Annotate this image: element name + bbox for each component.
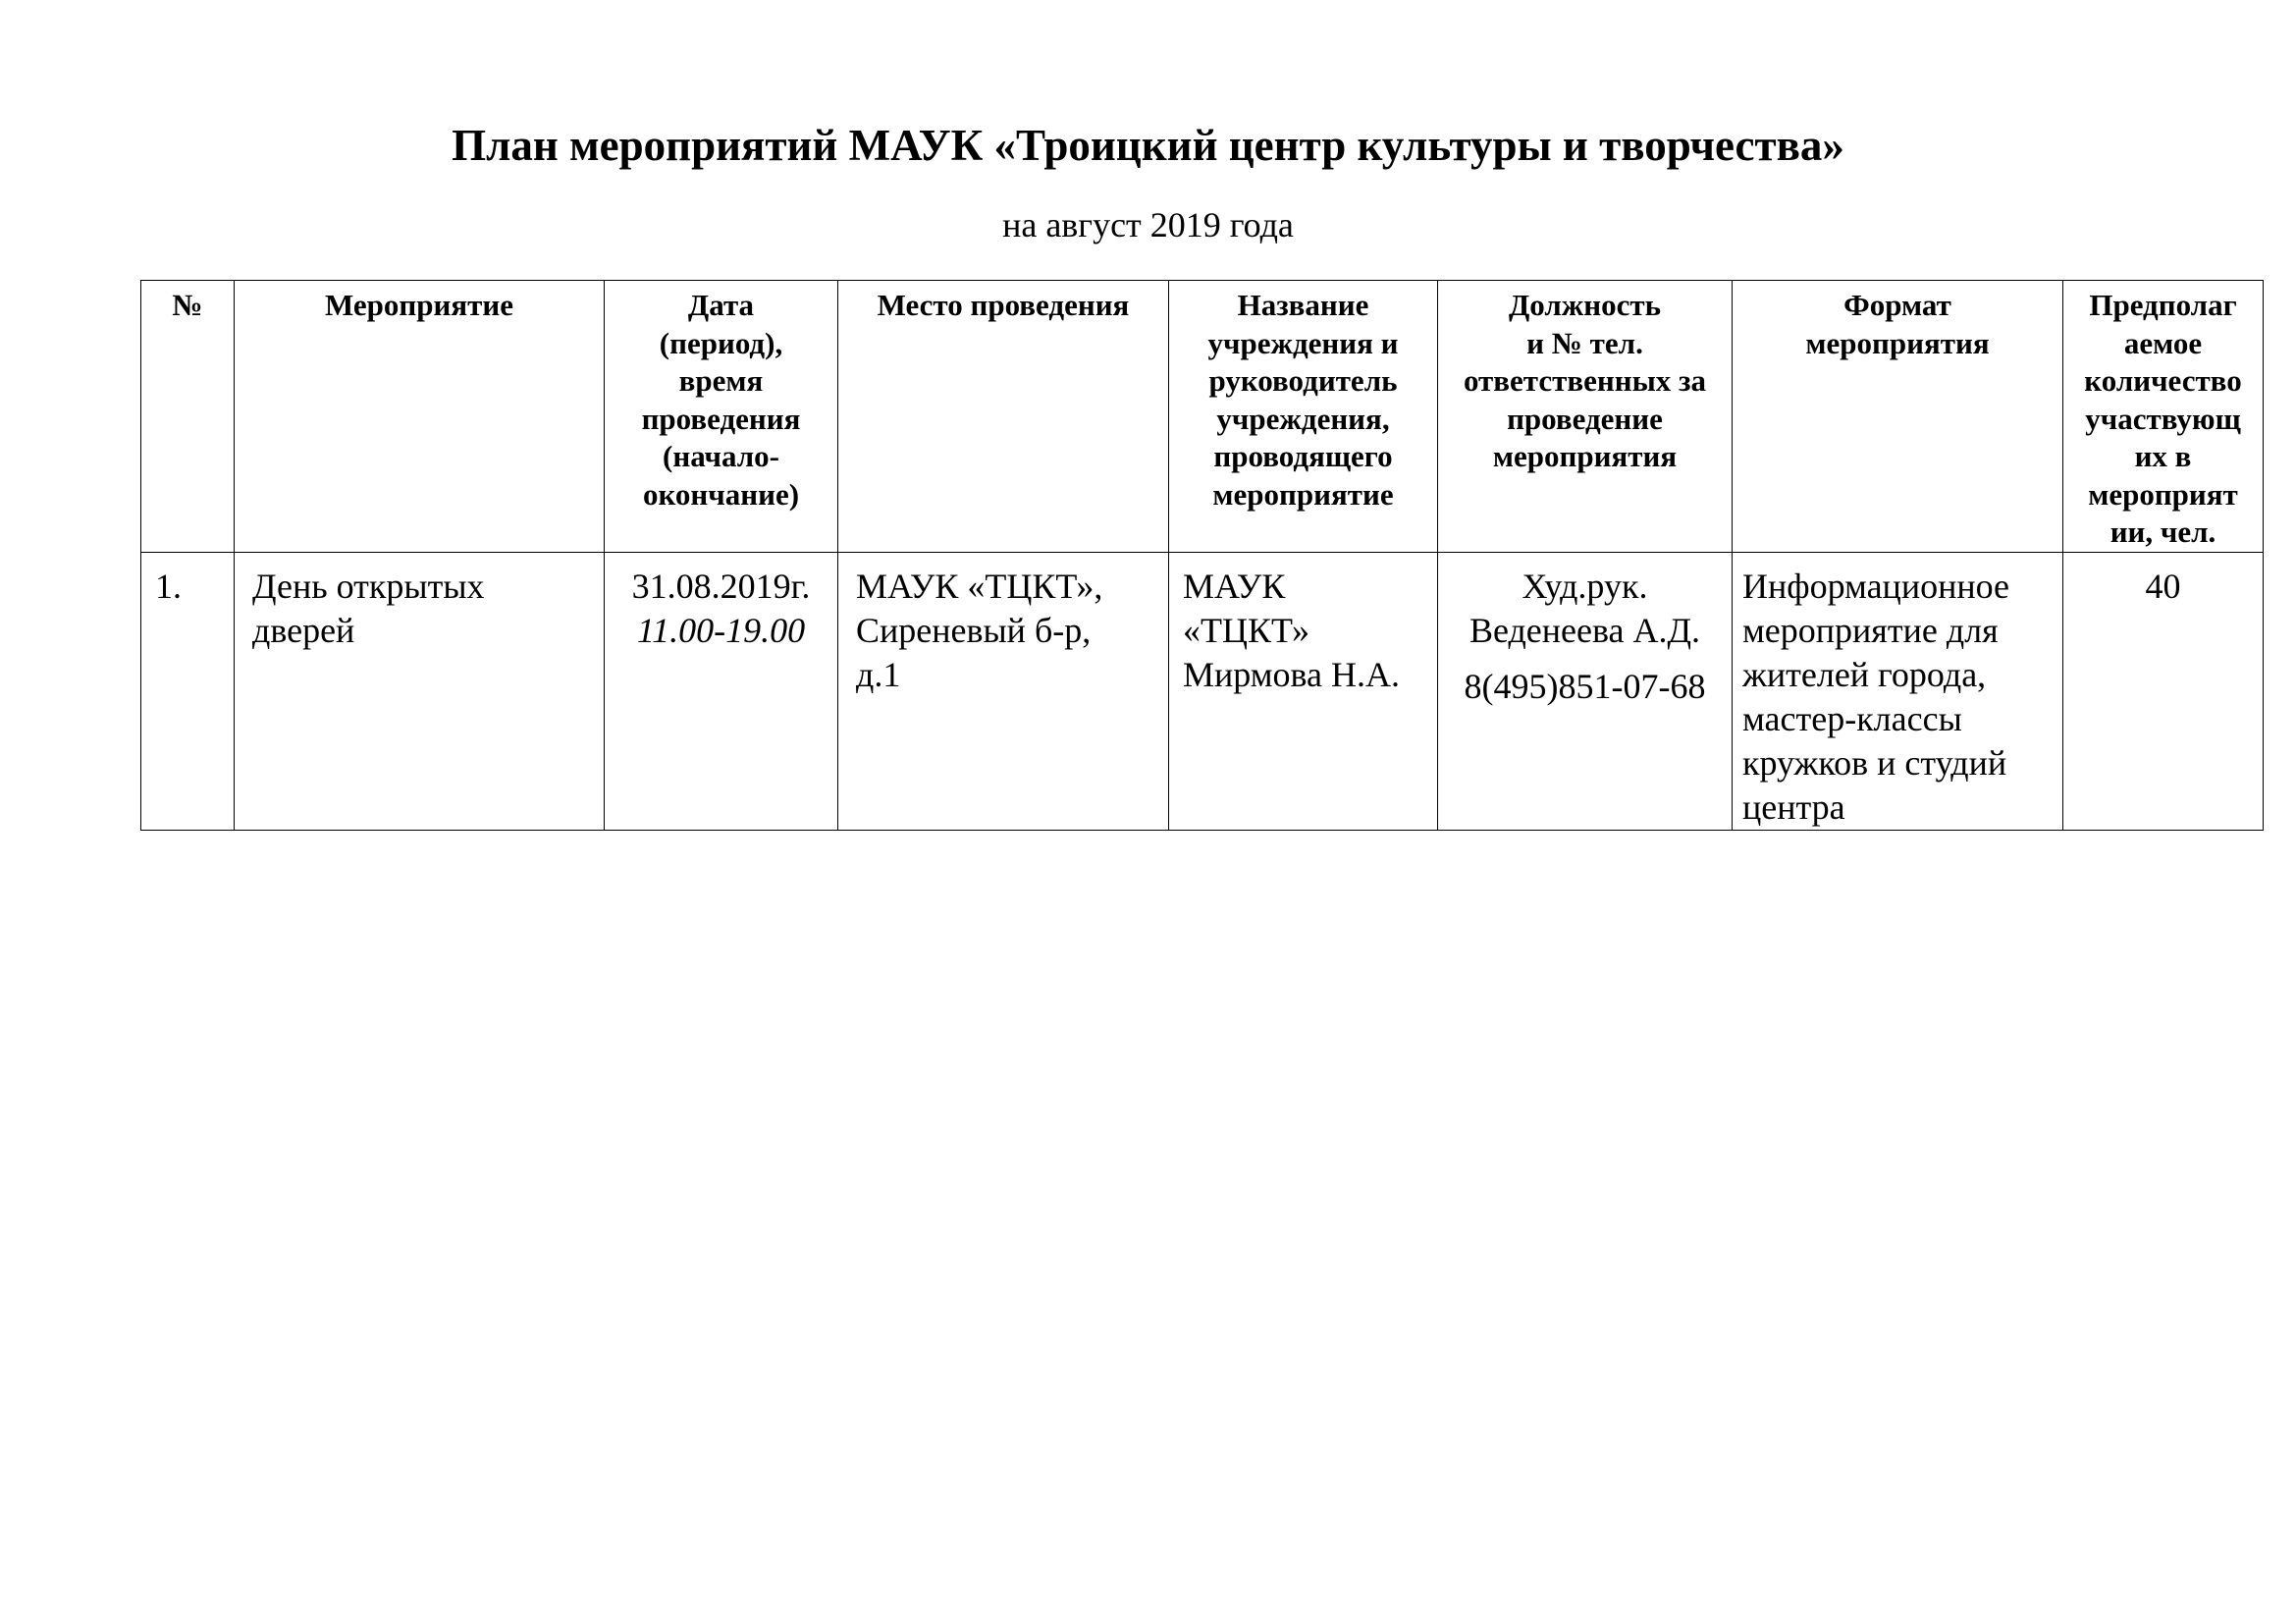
cell-format: Информационное мероприятие для жителей города, мастер-классы кружков и студий центра (1733, 552, 2063, 830)
cell-venue: МАУК «ТЦКТ», Сиреневый б-р, д.1 (838, 552, 1169, 830)
header-venue: Место проведения (838, 281, 1169, 553)
header-number: № (141, 281, 235, 553)
header-format: Формат мероприятия (1733, 281, 2063, 553)
table-header-row (141, 281, 2264, 553)
header-organizer: Название учреждения и руководитель учреждения, проводящего мероприятие (1169, 281, 1438, 553)
cell-number: 1. (141, 552, 235, 830)
cell-participants: 40 (2063, 552, 2264, 830)
event-date: 31.08.2019г. (631, 566, 811, 606)
document-subtitle: на август 2019 года (1002, 205, 1294, 244)
responsible-phone: 8(495)851-07-68 (1464, 666, 1706, 706)
header-participants: Предполаг аемое количество участвующ их в мероприят ии, чел. (2063, 281, 2264, 553)
header-date: Дата (период), время проведения (начало- окончание) (605, 281, 838, 553)
cell-date-time (605, 552, 838, 830)
table-row (141, 552, 2264, 830)
header-responsible: Должность и № тел. ответственных за проведение мероприятия (1438, 281, 1733, 553)
cell-responsible (1438, 552, 1733, 830)
responsible-person: Худ.рук. Веденеева А.Д. (1468, 566, 1701, 650)
cell-event: День открытых дверей (235, 552, 605, 830)
event-time: 11.00-19.00 (636, 610, 806, 650)
document-title: План мероприятий МАУК «Троицкий центр культуры и творчества» (452, 121, 1844, 170)
cell-organizer: МАУК «ТЦКТ» Мирмова Н.А. (1169, 552, 1438, 830)
events-table (140, 280, 2264, 831)
header-event: Мероприятие (235, 281, 605, 553)
